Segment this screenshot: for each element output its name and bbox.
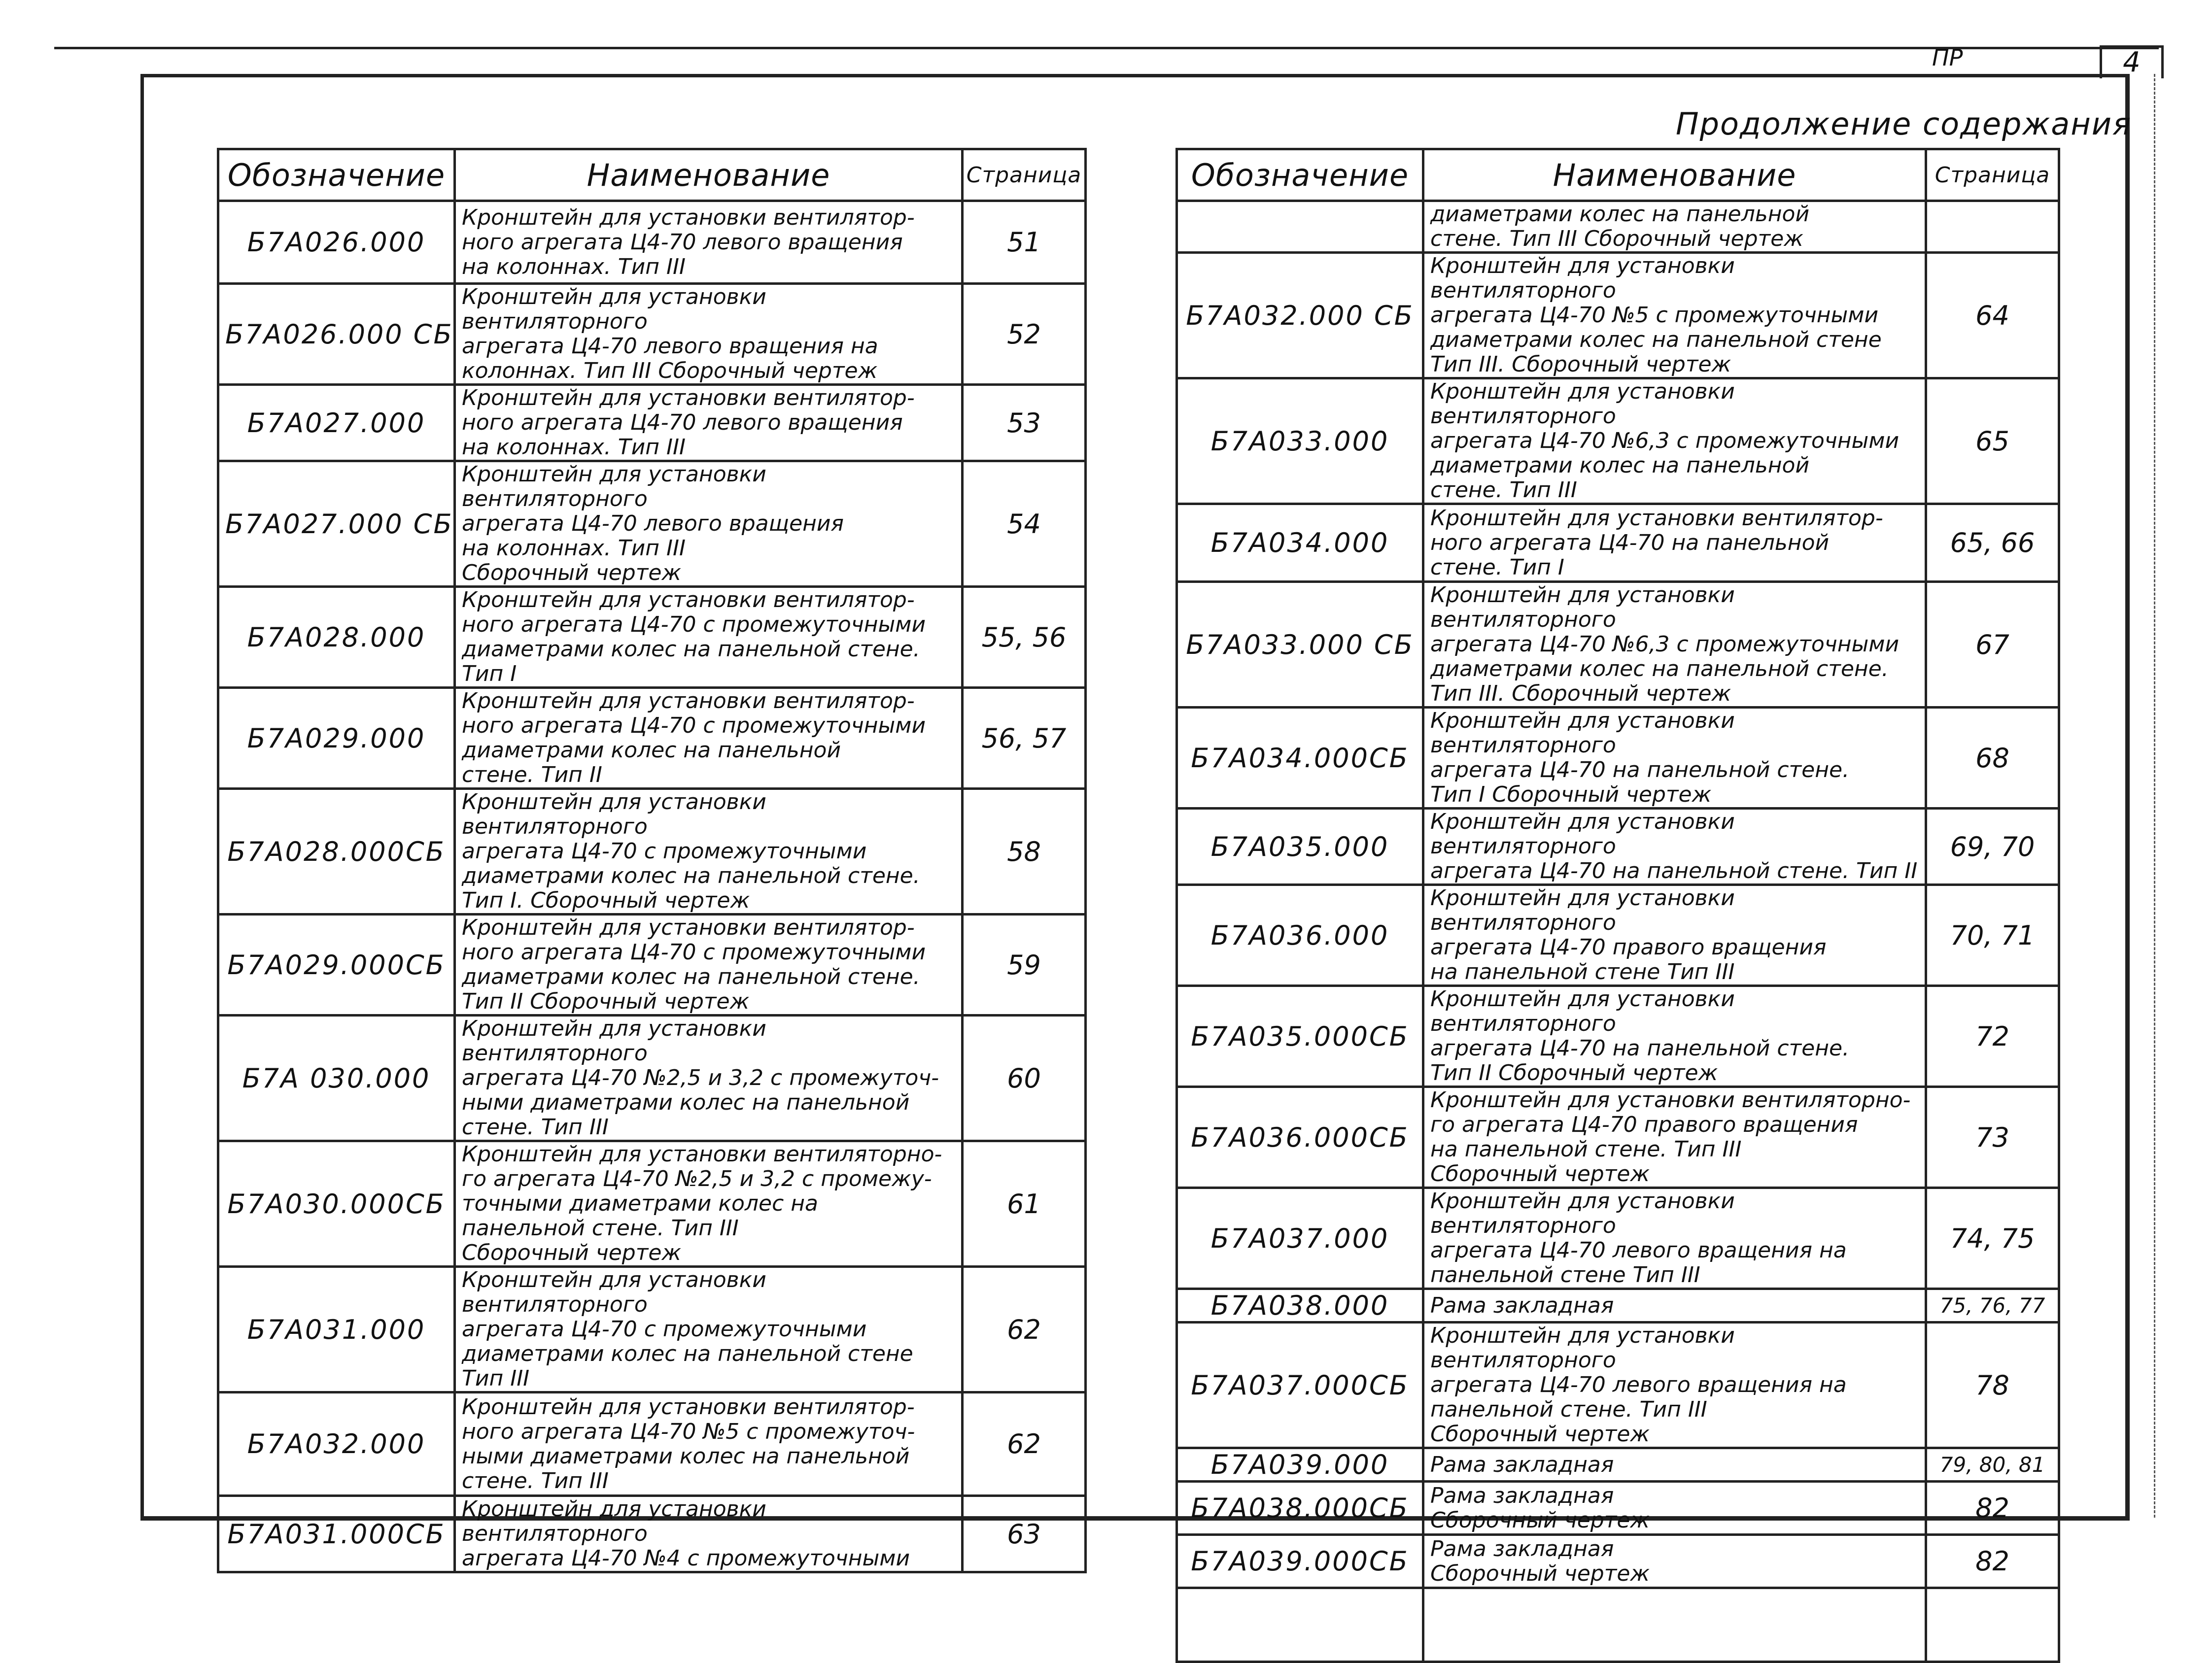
table-row bbox=[218, 1392, 1086, 1496]
row-code: Б7А027.000 СБ bbox=[218, 461, 455, 587]
row-name: Кронштейн для установки вентиляторного агрегата Ц4-70 левого вращения на панельной стене Тип III bbox=[1423, 1188, 1926, 1289]
row-code: Б7А029.000 bbox=[218, 688, 455, 789]
row-code bbox=[1177, 201, 1423, 253]
table-header-row bbox=[1177, 149, 2059, 201]
row-name: Кронштейн для установки вентиляторного агрегата Ц4-70 №6,3 с промежуточными диаметрами колес на панельной стене. Тип III. Сборочный чертеж bbox=[1423, 582, 1926, 708]
column-header-name: Наименование bbox=[1423, 149, 1926, 201]
row-name: Кронштейн для установки вентилятор- ного агрегата Ц4-70 на панельной стене. Тип I bbox=[1423, 504, 1926, 582]
row-page bbox=[1926, 1588, 2059, 1662]
row-code: Б7А032.000 bbox=[218, 1392, 455, 1496]
row-code: Б7А036.000СБ bbox=[1177, 1087, 1423, 1188]
row-name: Кронштейн для установки вентиляторно- го агрегата Ц4-70 №2,5 и 3,2 с промежу- точными диаметрами колес на панельной стене. Тип III Сборочный чертеж bbox=[455, 1141, 963, 1267]
row-code: Б7А030.000СБ bbox=[218, 1141, 455, 1267]
table-row bbox=[218, 385, 1086, 461]
row-code: Б7А035.000 bbox=[1177, 809, 1423, 885]
row-code: Б7А038.000СБ bbox=[1177, 1482, 1423, 1535]
top-border-line bbox=[54, 47, 2159, 49]
sheet-number-box bbox=[2100, 45, 2164, 78]
row-page: 73 bbox=[1926, 1087, 2059, 1188]
row-code: Б7А034.000 bbox=[1177, 504, 1423, 582]
contents-table-left bbox=[217, 148, 1087, 1573]
page-heading: Продолжение содержания bbox=[1676, 106, 2132, 142]
row-page: 68 bbox=[1926, 708, 2059, 809]
row-name: Кронштейн для установки вентиляторного агрегата Ц4-70 на панельной стене. Тип II Сборочный чертеж bbox=[1423, 986, 1926, 1087]
row-page: 54 bbox=[963, 461, 1086, 587]
table-row bbox=[1177, 1289, 2059, 1323]
row-page: 74, 75 bbox=[1926, 1188, 2059, 1289]
sheet-number: 4 bbox=[2123, 46, 2141, 78]
row-name: Кронштейн для установки вентиляторного агрегата Ц4-70 левого вращения на колоннах. Тип III Сборочный чертеж bbox=[455, 461, 963, 587]
table-row bbox=[1177, 378, 2059, 504]
row-name: Кронштейн для установки вентилятор- ного агрегата Ц4-70 №5 с промежуточ- ными диаметрами колес на панельной стене. Тип III bbox=[455, 1392, 963, 1496]
table-row bbox=[1177, 708, 2059, 809]
row-code: Б7А032.000 СБ bbox=[1177, 253, 1423, 378]
row-name: Кронштейн для установки вентиляторного агрегата Ц4-70 №2,5 и 3,2 с промежуточ- ными диаметрами колес на панельной стене. Тип III bbox=[455, 1016, 963, 1141]
row-name: Кронштейн для установки вентилятор- ного агрегата Ц4-70 левого вращения на колоннах. Тип III bbox=[455, 385, 963, 461]
column-header-code: Обозначение bbox=[218, 149, 455, 201]
row-page: 82 bbox=[1926, 1482, 2059, 1535]
table-row bbox=[218, 201, 1086, 284]
row-code: Б7А031.000СБ bbox=[218, 1496, 455, 1572]
table-row bbox=[1177, 986, 2059, 1087]
table-row bbox=[1177, 809, 2059, 885]
row-page: 65 bbox=[1926, 378, 2059, 504]
row-page: 69, 70 bbox=[1926, 809, 2059, 885]
row-page: 52 bbox=[963, 284, 1086, 385]
column-header-page: Страница bbox=[963, 149, 1086, 201]
row-page: 82 bbox=[1926, 1535, 2059, 1588]
row-name: Кронштейн для установки вентилятор- ного агрегата Ц4-70 левого вращения на колоннах. Тип III bbox=[455, 201, 963, 284]
row-code: Б7А029.000СБ bbox=[218, 915, 455, 1016]
row-page: 60 bbox=[963, 1016, 1086, 1141]
row-name: Кронштейн для установки вентилятор- ного агрегата Ц4-70 с промежуточными диаметрами колес на панельной стене. Тип II bbox=[455, 688, 963, 789]
row-name: Кронштейн для установки вентилятор- ного агрегата Ц4-70 с промежуточными диаметрами колес на панельной стене. Тип II Сборочный чертеж bbox=[455, 915, 963, 1016]
column-header-name: Наименование bbox=[455, 149, 963, 201]
row-code: Б7А039.000 bbox=[1177, 1448, 1423, 1482]
table-row bbox=[1177, 201, 2059, 253]
table-header-row bbox=[218, 149, 1086, 201]
row-name: Кронштейн для установки вентилятор- ного агрегата Ц4-70 с промежуточными диаметрами колес на панельной стене. Тип I bbox=[455, 587, 963, 688]
row-name: Кронштейн для установки вентиляторного агрегата Ц4-70 №6,3 с промежуточными диаметрами колес на панельной стене. Тип III bbox=[1423, 378, 1926, 504]
row-code: Б7А038.000 bbox=[1177, 1289, 1423, 1323]
row-name: Рама закладная bbox=[1423, 1448, 1926, 1482]
table-row bbox=[1177, 582, 2059, 708]
table-row bbox=[218, 587, 1086, 688]
table-row bbox=[1177, 1448, 2059, 1482]
table-row bbox=[1177, 1188, 2059, 1289]
table-row bbox=[1177, 504, 2059, 582]
table-row bbox=[1177, 1588, 2059, 1662]
row-code: Б7А028.000 bbox=[218, 587, 455, 688]
row-page: 51 bbox=[963, 201, 1086, 284]
row-page: 78 bbox=[1926, 1323, 2059, 1448]
row-code: Б7А036.000 bbox=[1177, 885, 1423, 986]
table-row bbox=[218, 284, 1086, 385]
table-row bbox=[1177, 885, 2059, 986]
row-page: 65, 66 bbox=[1926, 504, 2059, 582]
row-code: Б7А037.000 bbox=[1177, 1188, 1423, 1289]
column-header-code: Обозначение bbox=[1177, 149, 1423, 201]
row-page: 62 bbox=[963, 1267, 1086, 1392]
row-page: 75, 76, 77 bbox=[1926, 1289, 2059, 1323]
row-page: 64 bbox=[1926, 253, 2059, 378]
table-row bbox=[218, 789, 1086, 915]
row-page: 59 bbox=[963, 915, 1086, 1016]
row-page: 67 bbox=[1926, 582, 2059, 708]
row-name: Кронштейн для установки вентиляторного агрегата Ц4-70 №5 с промежуточными диаметрами колес на панельной стене Тип III. Сборочный чертеж bbox=[1423, 253, 1926, 378]
table-row bbox=[218, 1016, 1086, 1141]
row-name: Кронштейн для установки вентиляторного агрегата Ц4-70 №4 с промежуточными bbox=[455, 1496, 963, 1572]
table-row bbox=[218, 1141, 1086, 1267]
table-row bbox=[1177, 1535, 2059, 1588]
table-row bbox=[218, 1267, 1086, 1392]
row-code bbox=[1177, 1588, 1423, 1662]
table-row bbox=[1177, 1087, 2059, 1188]
row-name: Кронштейн для установки вентиляторно- го агрегата Ц4-70 правого вращения на панельной стене. Тип III Сборочный чертеж bbox=[1423, 1087, 1926, 1188]
row-code: Б7А026.000 bbox=[218, 201, 455, 284]
row-page: 70, 71 bbox=[1926, 885, 2059, 986]
row-code: Б7А034.000СБ bbox=[1177, 708, 1423, 809]
row-page: 58 bbox=[963, 789, 1086, 915]
row-name: Кронштейн для установки вентиляторного агрегата Ц4-70 на панельной стене. Тип II bbox=[1423, 809, 1926, 885]
row-page: 63 bbox=[963, 1496, 1086, 1572]
table-row bbox=[1177, 1323, 2059, 1448]
row-code: Б7А039.000СБ bbox=[1177, 1535, 1423, 1588]
row-page: 72 bbox=[1926, 986, 2059, 1087]
row-name: Рама закладная Сборочный чертеж bbox=[1423, 1482, 1926, 1535]
row-name bbox=[1423, 1588, 1926, 1662]
sheet-mark: ПР bbox=[1932, 44, 1963, 71]
row-name: Кронштейн для установки вентиляторного агрегата Ц4-70 с промежуточными диаметрами колес на панельной стене Тип III bbox=[455, 1267, 963, 1392]
table-row bbox=[1177, 253, 2059, 378]
row-code: Б7А031.000 bbox=[218, 1267, 455, 1392]
row-code: Б7А026.000 СБ bbox=[218, 284, 455, 385]
row-name: Кронштейн для установки вентиляторного агрегата Ц4-70 с промежуточными диаметрами колес на панельной стене. Тип I. Сборочный чертеж bbox=[455, 789, 963, 915]
row-code: Б7А027.000 bbox=[218, 385, 455, 461]
table-row bbox=[1177, 1482, 2059, 1535]
row-code: Б7А037.000СБ bbox=[1177, 1323, 1423, 1448]
row-code: Б7А033.000 bbox=[1177, 378, 1423, 504]
row-name: диаметрами колес на панельной стене. Тип III Сборочный чертеж bbox=[1423, 201, 1926, 253]
table-row bbox=[218, 461, 1086, 587]
row-page: 61 bbox=[963, 1141, 1086, 1267]
row-code: Б7А035.000СБ bbox=[1177, 986, 1423, 1087]
row-page: 79, 80, 81 bbox=[1926, 1448, 2059, 1482]
row-name: Кронштейн для установки вентиляторного агрегата Ц4-70 левого вращения на колоннах. Тип III Сборочный чертеж bbox=[455, 284, 963, 385]
table-row bbox=[218, 1496, 1086, 1572]
row-name: Кронштейн для установки вентиляторного агрегата Ц4-70 левого вращения на панельной стене. Тип III Сборочный чертеж bbox=[1423, 1323, 1926, 1448]
row-page: 56, 57 bbox=[963, 688, 1086, 789]
row-page: 53 bbox=[963, 385, 1086, 461]
row-name: Рама закладная bbox=[1423, 1289, 1926, 1323]
contents-table-right bbox=[1175, 148, 2060, 1663]
binding-edge-line bbox=[2154, 74, 2155, 1518]
row-name: Кронштейн для установки вентиляторного агрегата Ц4-70 правого вращения на панельной стене Тип III bbox=[1423, 885, 1926, 986]
table-row bbox=[218, 688, 1086, 789]
row-page: 62 bbox=[963, 1392, 1086, 1496]
row-page: 55, 56 bbox=[963, 587, 1086, 688]
row-name: Рама закладная Сборочный чертеж bbox=[1423, 1535, 1926, 1588]
row-name: Кронштейн для установки вентиляторного агрегата Ц4-70 на панельной стене. Тип I Сборочный чертеж bbox=[1423, 708, 1926, 809]
row-code: Б7А033.000 СБ bbox=[1177, 582, 1423, 708]
row-page bbox=[1926, 201, 2059, 253]
row-code: Б7А 030.000 bbox=[218, 1016, 455, 1141]
column-header-page: Страница bbox=[1926, 149, 2059, 201]
row-code: Б7А028.000СБ bbox=[218, 789, 455, 915]
table-row bbox=[218, 915, 1086, 1016]
